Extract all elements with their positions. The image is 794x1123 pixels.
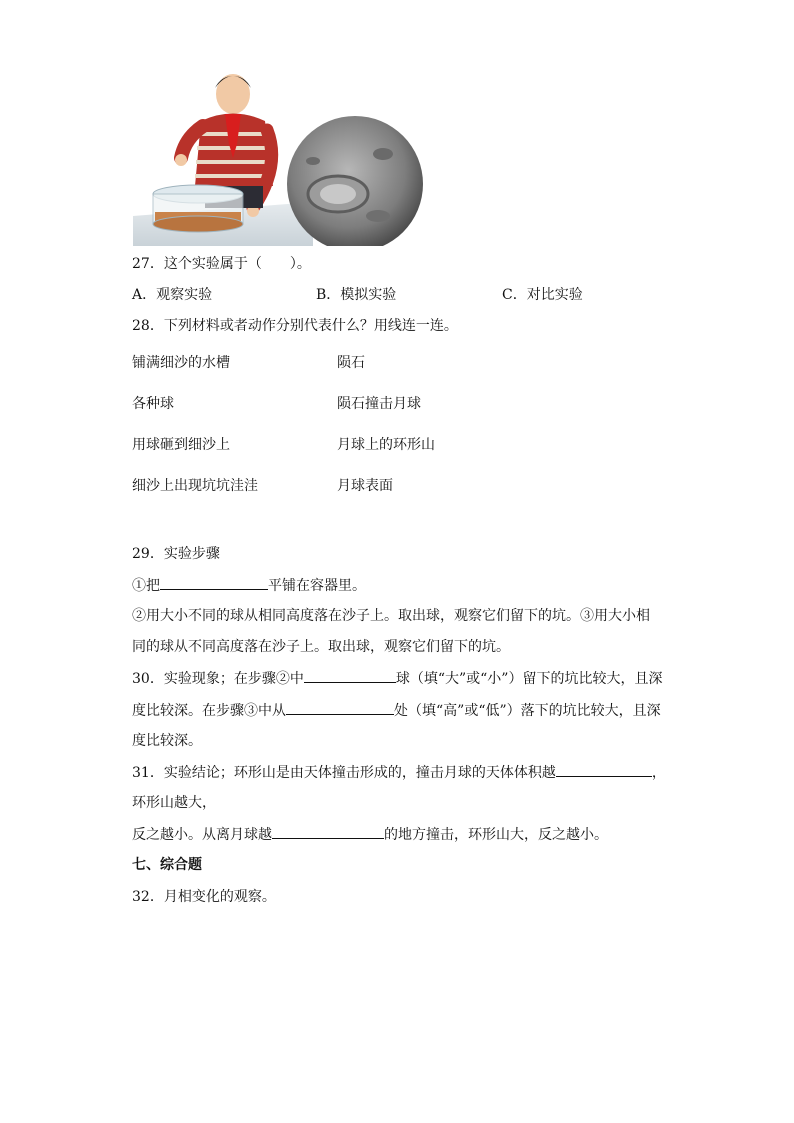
q29-step1-post: 平铺在容器里。: [268, 578, 366, 594]
q30-blank-2[interactable]: [286, 700, 394, 715]
q29-blank-1[interactable]: [160, 575, 268, 590]
q29-step1-pre: ①把: [132, 578, 160, 594]
q32-stem: 32．月相变化的观察。: [132, 889, 276, 905]
match-right-item[interactable]: 月球表面: [337, 478, 393, 494]
q31-blank-2[interactable]: [272, 824, 384, 839]
q27-option-a[interactable]: A．观察实验: [132, 287, 213, 303]
q31-line2: 环形山越大，: [132, 795, 216, 811]
match-left-item[interactable]: 用球砸到细沙上: [132, 437, 230, 453]
q30-l2-post: 处（填“高”或“低”）落下的坑比较大，且深: [394, 703, 661, 719]
experiment-photo: [133, 66, 425, 246]
q29-step2-line2: 同的球从不同高度落在沙子上。取出球，观察它们留下的坑。: [132, 639, 510, 655]
q27-stem: 27．这个实验属于（ ）。: [132, 256, 311, 272]
boy-head: [216, 74, 250, 114]
q31-line1: [132, 762, 666, 783]
q29-step2-line1: ②用大小不同的球从相同高度落在沙子上。取出球，观察它们留下的坑。③用大小相: [132, 608, 650, 624]
q30-line2: [132, 700, 661, 721]
q31-blank-1[interactable]: [556, 762, 652, 777]
q30-blank-1[interactable]: [304, 668, 396, 683]
section-7-title: 七、综合题: [132, 857, 202, 873]
match-right-item[interactable]: 陨石: [337, 355, 365, 371]
q29-step1: [132, 575, 366, 596]
match-left-item[interactable]: 铺满细沙的水槽: [132, 355, 230, 371]
q31-line3: [132, 824, 608, 845]
q27-option-b[interactable]: B．模拟实验: [316, 287, 397, 303]
q30-l1-post: 球（填“大”或“小”）留下的坑比较大，且深: [395, 671, 663, 687]
match-left-item[interactable]: 各种球: [132, 396, 174, 412]
match-right-item[interactable]: 陨石撞击月球: [337, 396, 421, 412]
q28-stem: 28．下列材料或者动作分别代表什么？用线连一连。: [132, 318, 458, 334]
q29-title: 29．实验步骤: [132, 546, 220, 562]
q30-l2-pre: 度比较深。在步骤③中从: [132, 703, 286, 719]
q27-option-c[interactable]: C．对比实验: [502, 287, 583, 303]
q31-l3-post: 的地方撞击，环形山大，反之越小。: [384, 827, 608, 843]
match-right-item[interactable]: 月球上的环形山: [337, 437, 435, 453]
q30-line3: 度比较深。: [132, 733, 202, 749]
q30-line1: [132, 668, 662, 689]
q31-l1-pre: 31．实验结论；环形山是由天体撞击形成的，撞击月球的天体体积越: [132, 765, 556, 781]
q30-l1-pre: 30．实验现象；在步骤②中: [132, 671, 304, 687]
match-left-item[interactable]: 细沙上出现坑坑洼洼: [132, 478, 258, 494]
q31-l1-post: ，: [651, 765, 666, 781]
q31-l3-pre: 反之越小。从离月球越: [132, 827, 272, 843]
